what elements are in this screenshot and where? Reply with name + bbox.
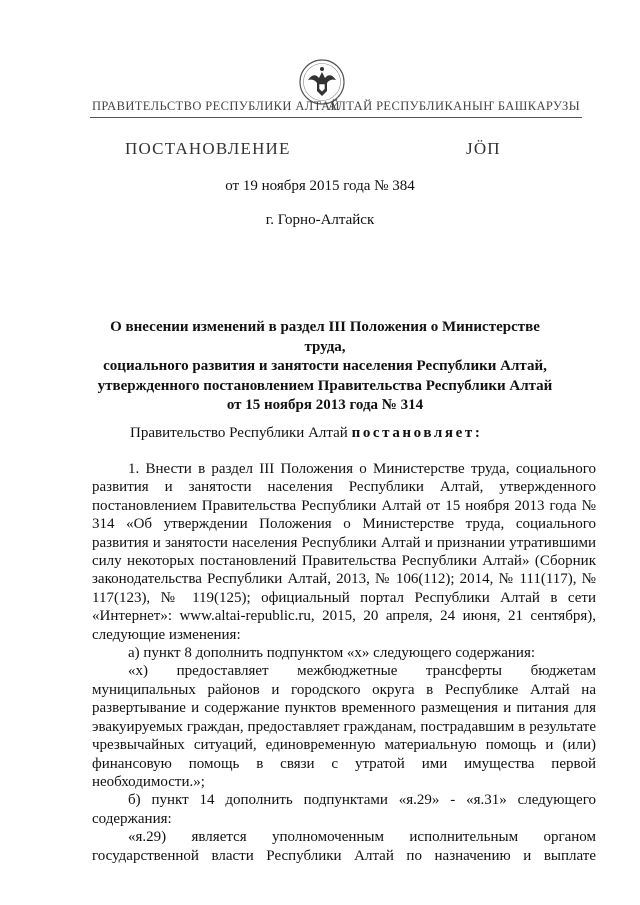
body-paragraph: б) пункт 14 дополнить подпунктами «я.29» - «я.31» следующего содержания: [92, 792, 596, 827]
government-name-russian: ПРАВИТЕЛЬСТВО РЕСПУБЛИКИ АЛТАЙ [92, 99, 340, 113]
document-title [95, 318, 555, 416]
government-name-altai: АЛТАЙ РЕСПУБЛИКАНЫҤ БАШКАРУЗЫ [327, 99, 580, 113]
title-line: утвержденного постановлением Правительства Республики Алтай [97, 377, 553, 394]
body-paragraph: 1. Внести в раздел III Положения о Министерстве труда, социального развития и занятости населения Республики Алтай, утвержденного постановлением Правительства Республики Алтай от 15 ноября 2013 года № 314 «Об утверждении Положения о Министерстве труда, социального развития и занятости населения Республики Алтай и признании утратившими силу некоторых постановлений Правительства Республики Алтай» (Сборник законодательства Республики Алтай, 2013, № 106(112); 2014, № 111(117), № 117(123), № 119(125); официальный портал Республики Алтай в сети «Интернет»: www.altai-republic.ru, 2015, 20 апреля, 24 июня, 21 сентября), следующие изменения: [92, 461, 596, 643]
body-paragraph: а) пункт 8 дополнить подпунктом «х» следующего содержания: [128, 645, 536, 662]
document-body [92, 460, 596, 865]
document-city: г. Горно-Алтайск [265, 212, 375, 228]
letterhead-divider [90, 117, 582, 118]
title-line: О внесении изменений в раздел III Положения о Министерстве труда, [110, 319, 540, 355]
title-line: от 15 ноября 2013 года № 314 [226, 397, 424, 413]
preamble-verb: постановляет: [351, 425, 483, 441]
body-paragraph: «х) предоставляет межбюджетные трансферты бюджетам муниципальных районов и городского округа в Республике Алтай на развертывание и содержание пунктов временного размещения и питания для эвакуируемых граждан, предоставляет гражданам, пострадавшим в результате чрезвычайных ситуаций, единовременную материальную помощь и (или) финансовую помощь в связи с утратой ими имущества первой необходимости.»; [92, 663, 596, 790]
document-dateline: от 19 ноября 2015 года № 384 [225, 178, 415, 194]
title-line: социального развития и занятости населения Республики Алтай, [103, 358, 547, 374]
body-paragraph: «я.29) является уполномоченным исполнительным органом государственной власти Республики Алтай по назначению и выплате [92, 829, 596, 864]
document-type-altai: JÖП [466, 139, 501, 158]
document-type-russian: ПОСТАНОВЛЕНИЕ [125, 139, 291, 158]
preamble [130, 425, 482, 442]
preamble-text: Правительство Республики Алтай [130, 425, 352, 441]
